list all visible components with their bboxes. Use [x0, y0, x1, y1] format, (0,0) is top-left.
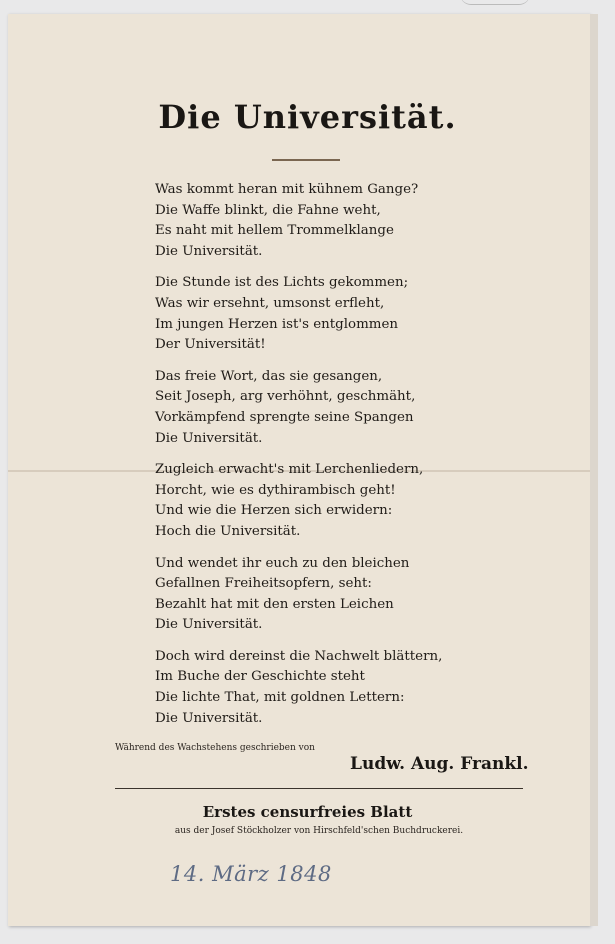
- poem-line: Im jungen Herzen ist's entglommen: [155, 316, 399, 332]
- poem-line: Der Universität!: [155, 337, 266, 353]
- stanza: [155, 647, 455, 729]
- imprint-divider: [115, 788, 523, 789]
- poem-line: Die Universität.: [155, 710, 263, 726]
- poem-line: Was wir ersehnt, umsonst erfleht,: [155, 295, 385, 311]
- document-title: Die Universität.: [158, 98, 457, 136]
- poem-line: Seit Joseph, arg verhöhnt, geschmäht,: [155, 389, 416, 405]
- title-divider: [272, 159, 340, 161]
- handwritten-date: 14. März 1848: [170, 862, 332, 886]
- poem-line: Und wie die Herzen sich erwidern:: [155, 503, 393, 519]
- imprint-subtitle: aus der Josef Stöckholzer von Hirschfeld'schen Buchdruckerei.: [174, 826, 464, 836]
- poem-line: Was kommt heran mit kühnem Gange?: [155, 182, 419, 197]
- poem-body: [155, 180, 455, 740]
- poem-line: Horcht, wie es dythirambisch geht!: [155, 482, 396, 498]
- poem-line: Hoch die Universität.: [155, 523, 301, 539]
- stanza: [155, 460, 455, 542]
- poem-line: Das freie Wort, das sie gesangen,: [155, 368, 383, 384]
- poem-line: Im Buche der Geschichte steht: [155, 669, 365, 685]
- imprint-title: Erstes censurfreies Blatt: [202, 803, 413, 821]
- poem-line: Bezahlt hat mit den ersten Leichen: [155, 596, 394, 612]
- poem-line: Die Universität.: [155, 617, 263, 633]
- stanza: [155, 367, 455, 449]
- poem-line: Es naht mit hellem Trommelklange: [155, 223, 394, 239]
- poem-line: Zugleich erwacht's mit Lerchenliedern,: [155, 462, 424, 478]
- poem-line: Doch wird dereinst die Nachwelt blättern,: [155, 648, 443, 664]
- poem-line: Die Stunde ist des Lichts gekommen;: [155, 275, 409, 291]
- stanza: [155, 273, 455, 355]
- author-name: Ludw. Aug. Frankl.: [350, 754, 529, 774]
- poem-line: Die Universität.: [155, 243, 263, 259]
- poem-line: Gefallnen Freiheitsopfern, seht:: [155, 576, 372, 592]
- poem-line: Die Waffe blinkt, die Fahne weht,: [155, 202, 381, 218]
- scan-edge-mark: [460, 0, 530, 5]
- authorship-note: Während des Wachstehens geschrieben von: [115, 743, 315, 753]
- poem-line: Vorkämpfend sprengte seine Spangen: [155, 409, 414, 425]
- stanza: [155, 554, 455, 636]
- poem-line: Die Universität.: [155, 430, 263, 446]
- stanza: [155, 180, 455, 262]
- paper-edge: [590, 14, 598, 926]
- poem-line: Die lichte That, mit goldnen Lettern:: [155, 690, 405, 706]
- poem-line: Und wendet ihr euch zu den bleichen: [155, 555, 410, 571]
